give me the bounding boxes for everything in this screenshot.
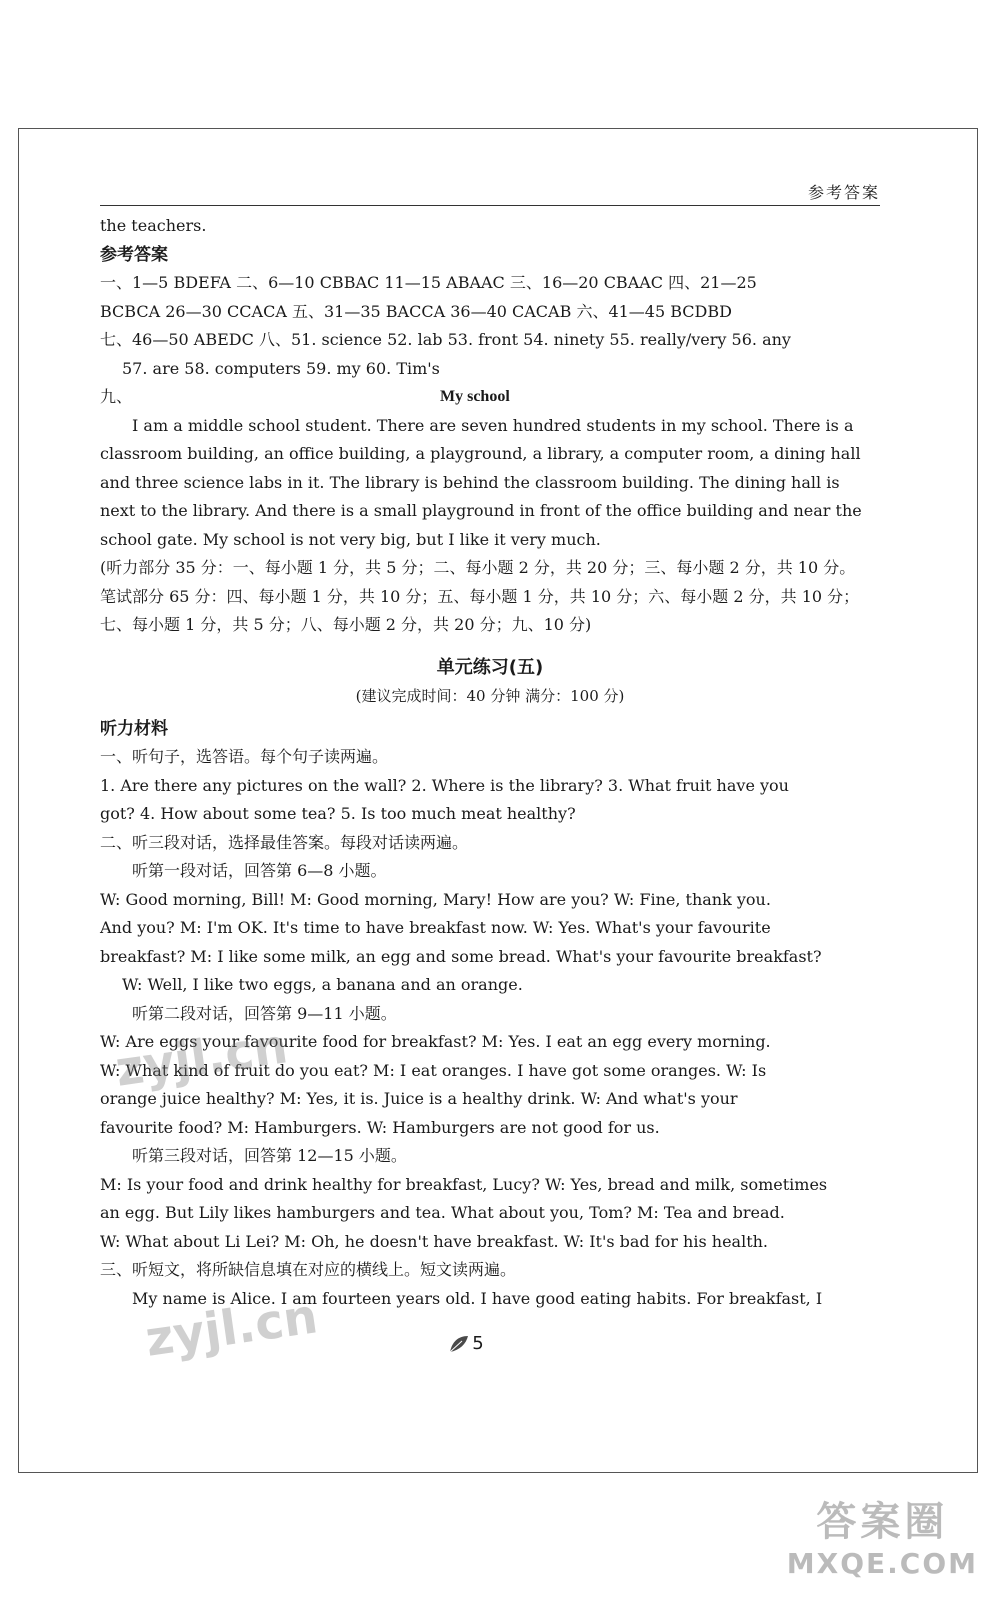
essay-header	[100, 383, 880, 412]
dialogue1-line: breakfast? M: I like some milk, an egg and some bread. What's your favourite breakfast?	[100, 946, 822, 966]
essay-line: next to the library. And there is a small playground in front of the office building and near the	[100, 501, 862, 520]
dialogue1-line: W: Good morning, Bill! M: Good morning, Mary! How are you? W: Fine, thank you.	[100, 889, 771, 909]
dialogue1-line: W: Well, I like two eggs, a banana and an orange.	[122, 975, 523, 994]
answer-line: 57. are 58. computers 59. my 60. Tim's	[122, 358, 440, 378]
dialogue2-line: favourite food? M: Hamburgers. W: Hamburgers are not good for us.	[100, 1117, 660, 1137]
dialogue1-line: And you? M: I'm OK. It's time to have breakfast now. W: Yes. What's your favourite	[100, 918, 771, 937]
leaf-icon	[448, 1334, 470, 1354]
essay-line: school gate. My school is not very big, but I like it very much.	[100, 529, 601, 549]
essay-line: I am a middle school student. There are seven hundred students in my school. There is a	[132, 415, 854, 435]
answer-line: BCBCA 26—30 CCACA 五、31—35 BACCA 36—40 CACAB 六、41—45 BCDBD	[100, 301, 732, 321]
essay-line: classroom building, an office building, a playground, a library, a computer room, a dining hall	[100, 444, 861, 463]
top-fragment: the teachers.	[100, 216, 207, 235]
scoring-line: 七、每小题 1 分，共 5 分；八、每小题 2 分，共 20 分；九、10 分)	[100, 615, 592, 634]
page-content	[100, 212, 880, 1313]
part1-instruction: 一、听句子，选答语。每个句子读两遍。	[100, 747, 389, 766]
dialogue3-intro: 听第三段对话，回答第 12—15 小题。	[132, 1146, 407, 1165]
answer-line: 一、1—5 BDEFA 二、6—10 CBBAC 11—15 ABAAC 三、16—20 CBAAC 四、21—25	[100, 273, 757, 292]
part3-instruction: 三、听短文，将所缺信息填在对应的横线上。短文读两遍。	[100, 1260, 517, 1279]
dialogue3-line: W: What about Li Lei? M: Oh, he doesn't have breakfast. W: It's bad for his health.	[100, 1231, 769, 1251]
answer-line: 七、46—50 ABEDC 八、51. science 52. lab 53. front 54. ninety 55. really/very 56. any	[100, 330, 791, 349]
watermark-site: zyjl.cn	[111, 1018, 292, 1098]
dialogue1-intro: 听第一段对话，回答第 6—8 小题。	[132, 861, 387, 880]
answers-heading: 参考答案	[100, 244, 168, 265]
dialogue2-line: W: What kind of fruit do you eat? M: I eat oranges. I have got some oranges. W: Is	[100, 1060, 767, 1080]
dialogue3-line: M: Is your food and drink healthy for breakfast, Lucy? W: Yes, bread and milk, sometimes	[100, 1174, 828, 1194]
dialogue2-line: orange juice healthy? M: Yes, it is. Juice is a healthy drink. W: And what's your	[100, 1089, 738, 1108]
watermark-site: zyjl.cn	[141, 1288, 322, 1368]
dialogue2-intro: 听第二段对话，回答第 9—11 小题。	[132, 1003, 397, 1023]
unit-subtitle: (建议完成时间：40 分钟 满分：100 分)	[355, 687, 625, 705]
dialogue2-line: W: Are eggs your favourite food for breakfast? M: Yes. I eat an egg every morning.	[100, 1032, 771, 1051]
listening-heading: 听力材料	[100, 718, 168, 739]
essay-label: 九、	[100, 387, 133, 406]
page-number-text: 5	[472, 1333, 484, 1354]
header-rule	[100, 205, 880, 206]
unit-title: 单元练习(五)	[436, 656, 544, 678]
part2-instruction: 二、听三段对话，选择最佳答案。每段对话读两遍。	[100, 832, 469, 852]
part1-line: 1. Are there any pictures on the wall? 2. Where is the library? 3. What fruit have you	[100, 775, 789, 795]
corner-watermark-bottom: MXQE.COM	[786, 1547, 978, 1580]
essay-line: and three science labs in it. The library is behind the classroom building. The dining hall is	[100, 472, 840, 492]
scoring-line: (听力部分 35 分：一、每小题 1 分，共 5 分；二、每小题 2 分，共 20 分；三、每小题 2 分，共 10 分。	[100, 558, 856, 577]
page-number	[448, 1326, 508, 1362]
part3-line: My name is Alice. I am fourteen years old. I have good eating habits. For breakfast, I	[132, 1288, 823, 1308]
part1-line: got? 4. How about some tea? 5. Is too much meat healthy?	[100, 804, 576, 823]
header-label: 参考答案	[807, 183, 880, 202]
corner-watermark	[787, 1490, 978, 1580]
dialogue3-line: an egg. But Lily likes hamburgers and tea. What about you, Tom? M: Tea and bread.	[100, 1203, 785, 1222]
scoring-line: 笔试部分 65 分：四、每小题 1 分，共 10 分；五、每小题 1 分，共 10 分；六、每小题 2 分，共 10 分；	[100, 586, 860, 606]
corner-watermark-top: 答案圈	[816, 1499, 949, 1545]
essay-title: My school	[440, 388, 510, 405]
